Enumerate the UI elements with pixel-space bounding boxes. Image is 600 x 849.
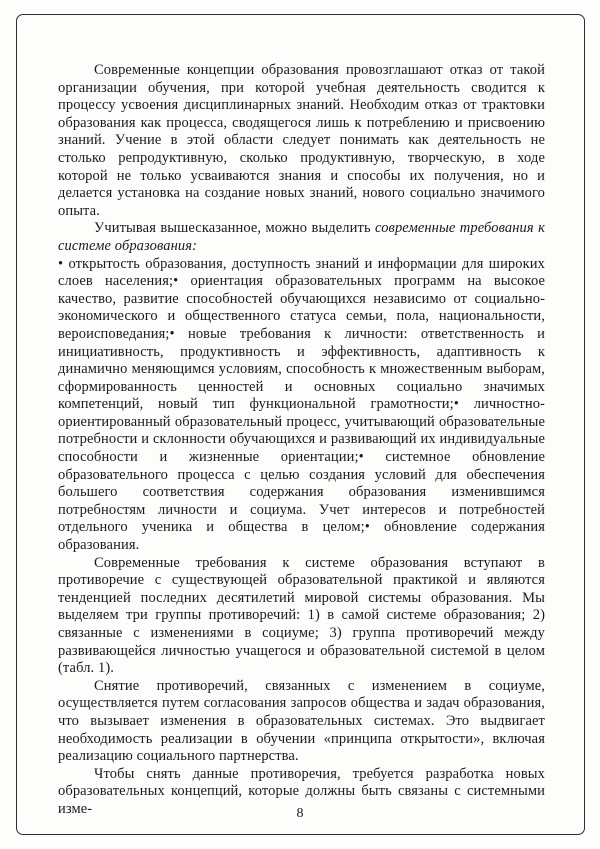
bullet-icon: • [169, 325, 188, 342]
text-segment: личностно-ориентированный образовательный процесс, учитывающий образовательные потребности и склонности обучающихся и развивающий их индивидуальные способности и жизненные ориентации; [58, 396, 545, 466]
text-segment: открытость образования, доступность знаний и информации для широких слоев населения; [58, 255, 545, 290]
paragraph [58, 220, 545, 255]
text-segment: системное обновление образовательного процесса с целью создания условий для обеспечения большего соответствия содержания образования изменившимся потребностям личности и социума. Учет интересов и потребностей отдельного ученика и общества в целом; [58, 449, 545, 536]
paragraph [58, 555, 545, 678]
bullet-icon: • [364, 519, 385, 536]
paragraph [58, 678, 545, 766]
bullet-icon: • [453, 396, 474, 413]
bullet-icon: • [58, 255, 69, 272]
bullet-icon: • [173, 273, 191, 290]
text-segment: Чтобы снять данные противоречия, требуется разработка новых образовательных концепций, которые должны быть связаны с системными изме- [58, 765, 545, 817]
text-segment: новые требования к личности: ответственность и инициативность, продуктивность и эффективность, адаптивность к динамично меняющимся условиям, способность к множественным выборам, сформированность ценностей и основных социально значимых компетенций, новый тип функциональной грамотности; [58, 325, 546, 413]
text-segment: Снятие противоречий, связанных с изменением в социуме, осуществляется путем согласования запросов общества и задач образования, что вызывает изменения в образовательных системах. Это выдвигает необходимость реализации в обучении «принципа открытости», включая реализацию социального партнерства. [58, 677, 545, 765]
text-segment: обновление содержания образования. [58, 519, 545, 554]
text-segment: Современные требования к системе образования вступают в противоречие с существующей образовательной практикой и являются тенденцией последних десятилетий мировой системы образования. Мы выделяем три группы противоречий: 1) в самой системе образования; 2) связанные с изменениями в социуме; 3) группа противоречий между развивающейся личностью учащегося и образовательной системой в целом (табл. 1). [58, 554, 545, 677]
text-segment: ориентация образовательных программ на высокое качество, развитие способностей обучающихся независимо от социально-экономического и общественного статуса семьи, пола, национальности, вероисповедания; [58, 273, 546, 342]
text-body [58, 62, 545, 819]
text-segment: Учитывая вышесказанное, можно выделить [94, 220, 376, 237]
text-segment-italic: современные требования к системе образования: [58, 220, 545, 254]
paragraph [58, 62, 545, 220]
page-number: 8 [296, 806, 304, 821]
bullet-icon: • [358, 449, 386, 466]
text-segment: Современные концепции образования провозглашают отказ от такой организации обучения, при которой учебная деятельность сводится к процессу усвоения дисциплинарных знаний. Необходим отказ от трактовки образования как процесса, сводящегося лишь к потреблению и присвоению знаний. Учение в этой области следует понимать как деятельность не столько репродуктивную, сколько продуктивную, творческую, в ходе которой не только усваиваются знания и способы их получения, но и делается установка на создание новых знаний, нового социально значимого опыта. [58, 62, 545, 219]
